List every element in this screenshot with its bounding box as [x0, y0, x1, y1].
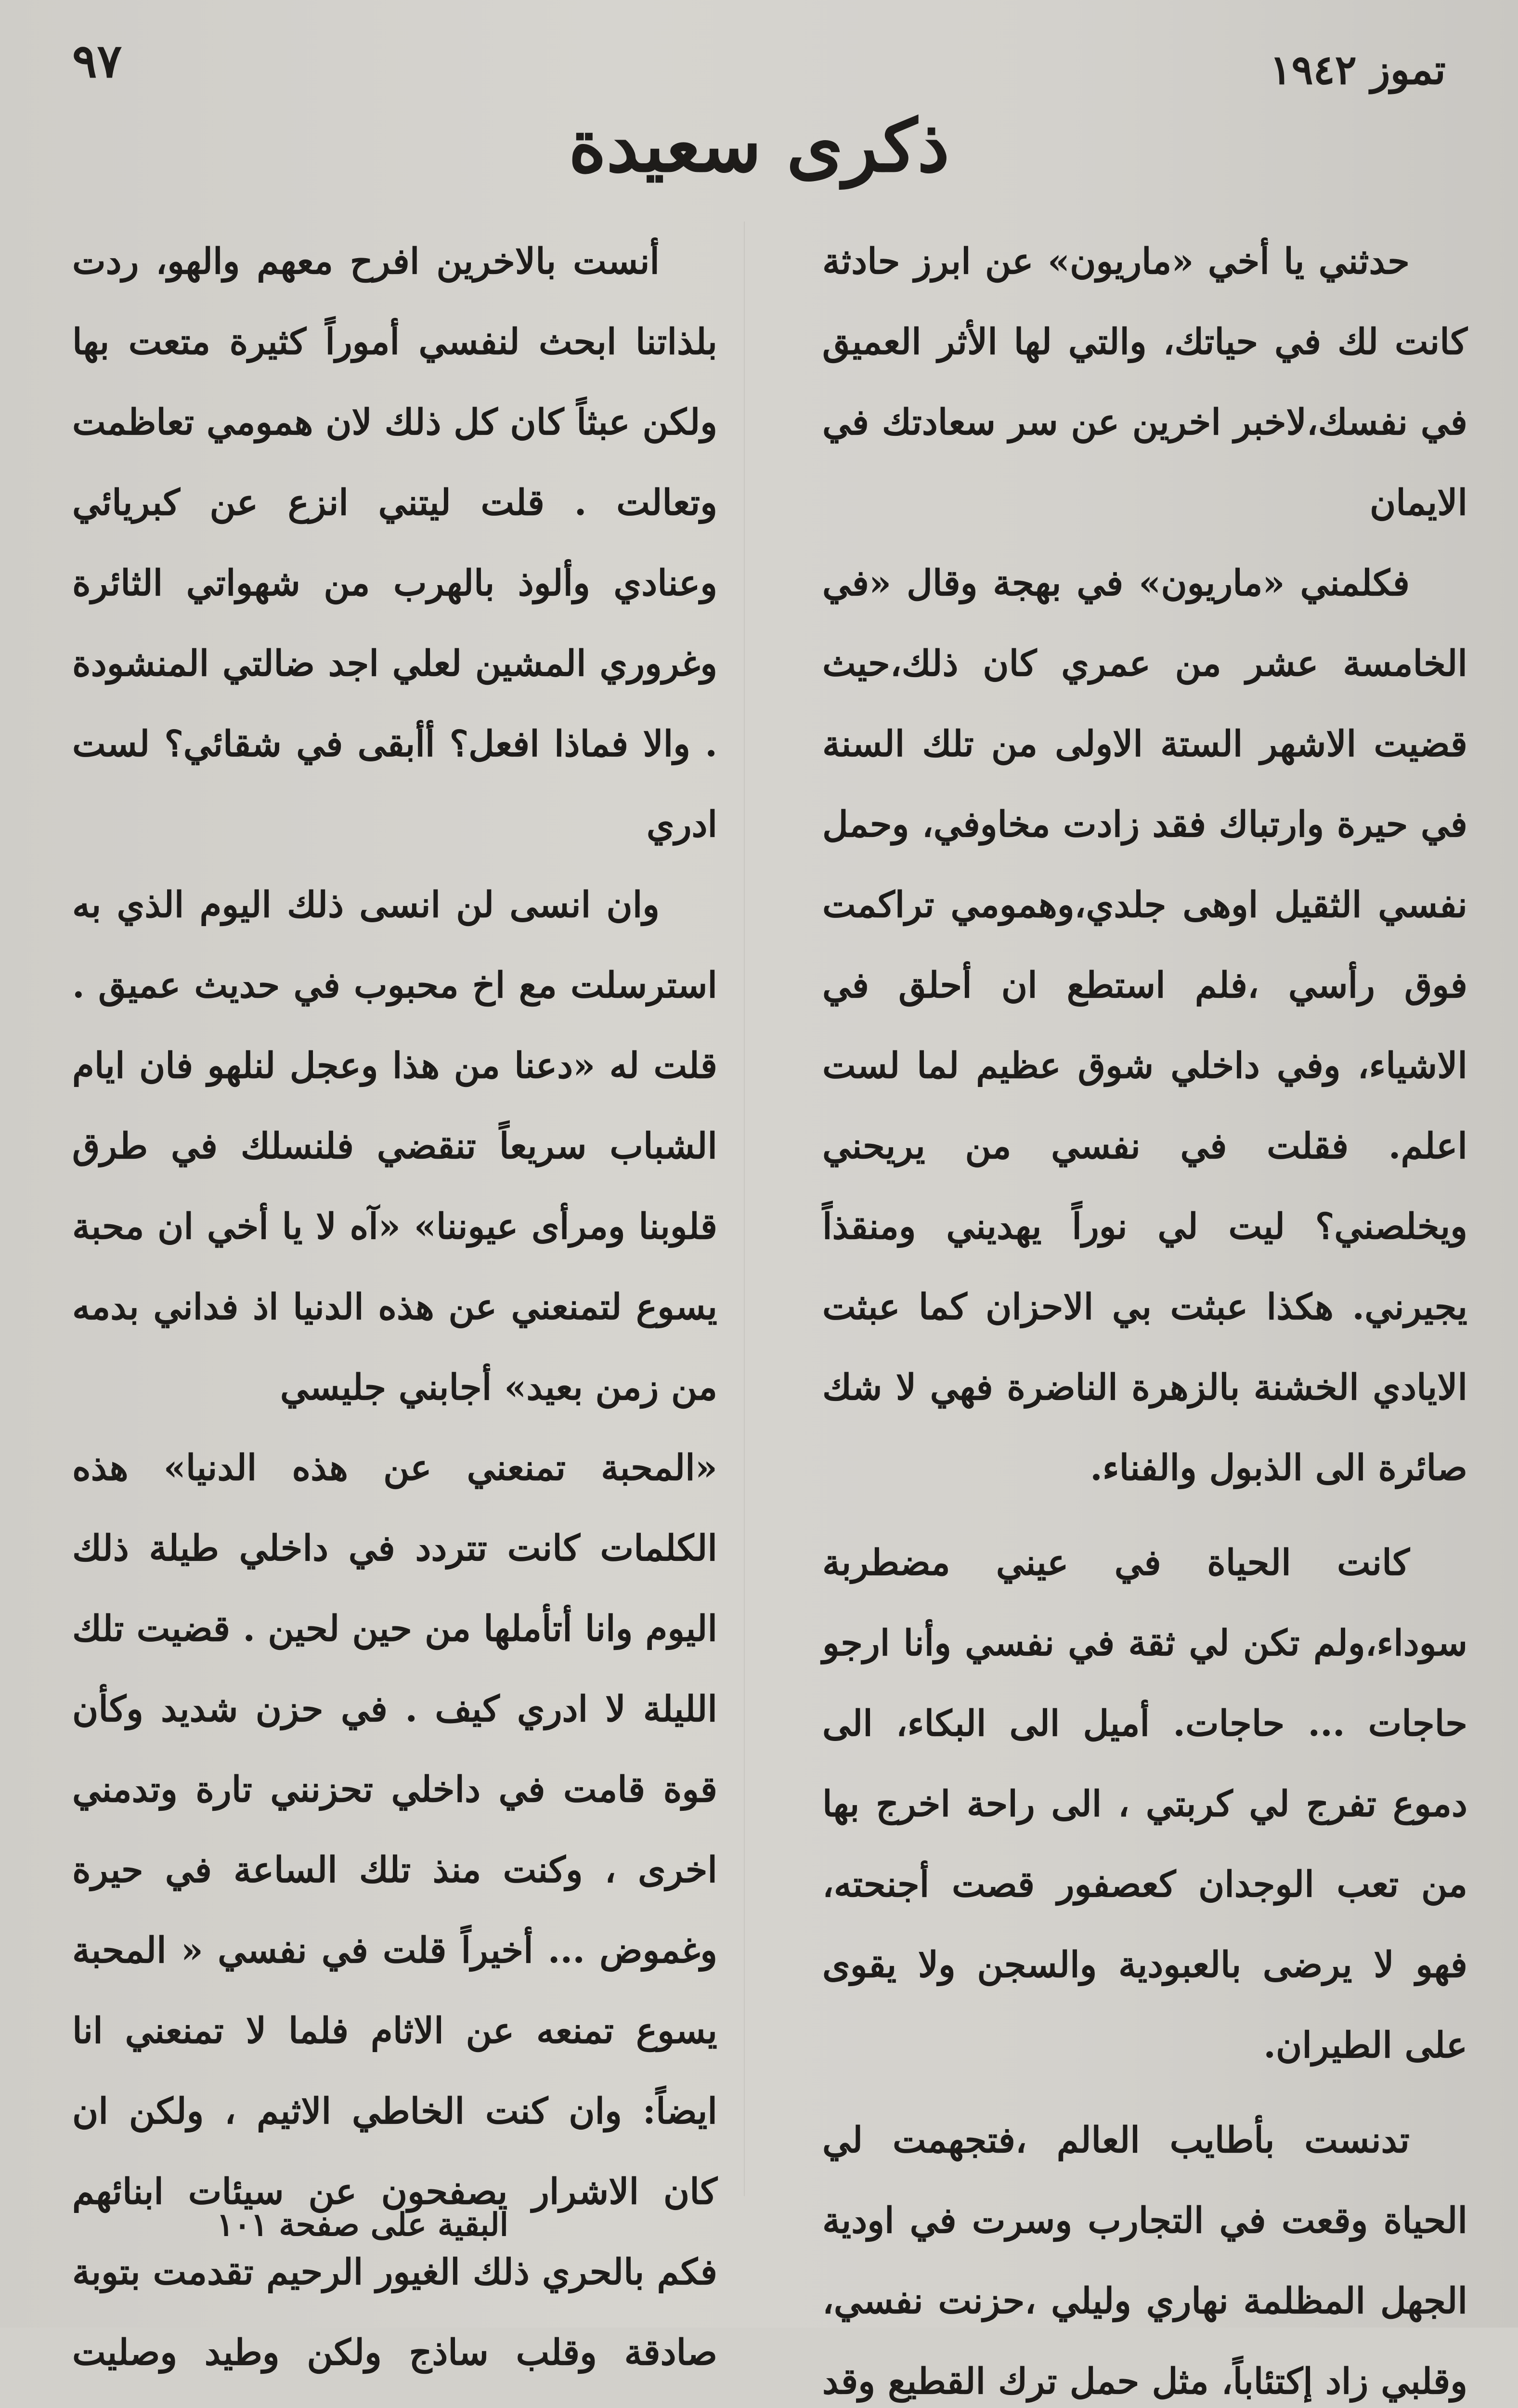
paragraph: أنست بالاخرين افرح معهم والهو، ردت بلذاتنا ابحث لنفسي أموراً كثيرة متعت بها ولكن عبثاً كان كل ذلك لان همومي تعاظمت وتعالت . قلت ليتني انزع عن كبريائي وعنادي وألوذ بالهرب من شهواتي الثائرة وغروري المشين لعلي اجد ضالتي المنشودة . والا فماذا افعل؟ أأبقى في شقائي؟ لست ادري	[72, 241, 717, 845]
right-column	[822, 222, 1467, 2408]
paragraph: تدنست بأطايب العالم ،فتجهمت لي الحياة وقعت في التجارب وسرت في اودية الجهل المظلمة نهاري وليلي ،حزنت نفسي، وقلبي زاد إكتئاباً، مثل حمل ترك القطيع وقد	[822, 2120, 1467, 2402]
page-number: ٩٧	[72, 34, 122, 88]
column-divider	[744, 222, 745, 2196]
article-title: ذكرى سعيدة	[568, 104, 950, 188]
continuation-note: البقية على صفحة ١٠١	[217, 2206, 508, 2243]
paragraph: حدثني يا أخي «ماريون» عن ابرز حادثة كانت لك في حياتك، والتي لها الأثر العميق في نفسك،لاخبر اخرين عن سر سعادتك في الايمان	[822, 241, 1467, 523]
issue-date: تموز ١٩٤٢	[1270, 46, 1446, 93]
paragraph: وان انسى لن انسى ذلك اليوم الذي به استرسلت مع اخ محبوب في حديث عميق . قلت له «دعنا من هذا وعجل لنلهو فان ايام الشباب سريعاً تنقضي فلنسلك في طرق قلوبنا ومرأى عيوننا» «آه لا يا أخي ان محبة يسوع لتمنعني عن هذه الدنيا اذ فداني بدمه من زمن بعيد» أجابني جليسي	[72, 884, 717, 1408]
paragraph: كانت الحياة في عيني مضطربة سوداء،ولم تكن لي ثقة في نفسي وأنا ارجو حاجات ... حاجات. أميل الى البكاء، الى دموع تفرج لي كربتي ، الى راحة اخرج بها من تعب الوجدان كعصفور قصت أجنحته، فهو لا يرضى بالعبودية والسجن ولا يقوى على الطيران.	[822, 1542, 1467, 2066]
left-column	[72, 222, 717, 2408]
paragraph: «المحبة تمنعني عن هذه الدنيا» هذه الكلمات كانت تتردد في داخلي طيلة ذلك اليوم وانا أتأملها من حين لحين . قضيت تلك الليلة لا ادري كيف . في حزن شديد وكأن قوة قامت في داخلي تحزنني تارة وتدمني اخرى ، وكنت منذ تلك الساعة في حيرة وغموض ... أخيراً قلت في نفسي « المحبة يسوع تمنعه عن الاثام فلما لا تمنعني انا ايضاً: وان كنت الخاطي الاثيم ، ولكن ان كان الاشرار يصفحون عن سيئات ابنائهم فكم بالحري ذلك الغيور الرحيم تقدمت بتوبة صادقة وقلب ساذج ولكن وطيد وصليت	[72, 1447, 717, 2373]
paragraph: فكلمني «ماريون» في بهجة وقال «في الخامسة عشر من عمري كان ذلك،حيث قضيت الاشهر الستة الاولى من تلك السنة في حيرة وارتباك فقد زادت مخاوفي، وحمل نفسي الثقيل اوهى جلدي،وهمومي تراكمت فوق رأسي ،فلم استطع ان أحلق في الاشياء، وفي داخلي شوق عظيم لما لست اعلم. فقلت في نفسي من يريحني ويخلصني؟ ليت لي نوراً يهديني ومنقذاً يجيرني. هكذا عبثت بي الاحزان كما عبثت الايادي الخشنة بالزهرة الناضرة فهي لا شك صائرة الى الذبول والفناء.	[822, 563, 1467, 1489]
